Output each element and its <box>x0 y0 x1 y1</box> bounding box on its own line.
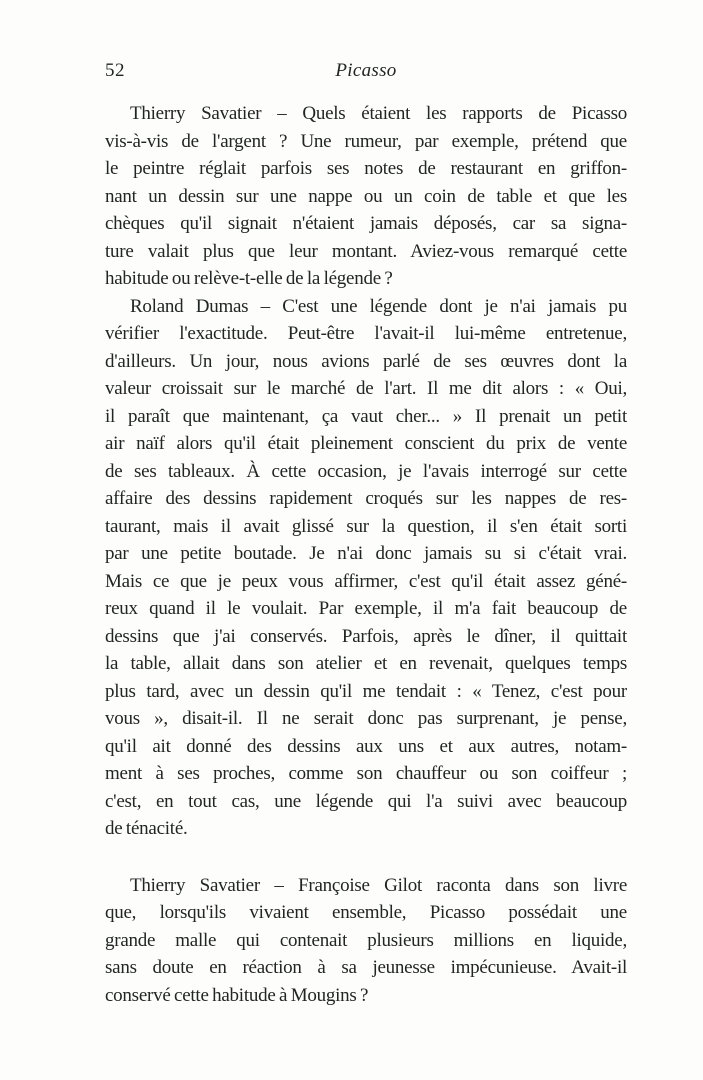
text-line: Roland Dumas – C'est une légende dont je n'ai jamais pu <box>130 295 627 317</box>
text-line: Thierry Savatier – Françoise Gilot raconta dans son livre <box>130 874 627 896</box>
text-line: Thierry Savatier – Quels étaient les rapports de Picasso <box>130 103 627 124</box>
text-line: affaire des dessins rapidement croqués sur les nappes de res- <box>105 488 627 509</box>
text-line: air naïf alors qu'il était pleinement conscient du prix de vente <box>105 433 627 454</box>
text-line: vérifier l'exactitude. Peut-être l'avait-il lui-même entretenue, <box>105 323 627 344</box>
text-line: qu'il ait donné des dessins aux uns et aux autres, notam- <box>105 735 627 757</box>
text-line: la table, allait dans son atelier et en revenait, quelques temps <box>105 653 627 674</box>
page-number: 52 <box>105 60 125 81</box>
text-line: de ses tableaux. À cette occasion, je l'avais interrogé sur cette <box>105 460 627 482</box>
text-line: sans doute en réaction à sa jeunesse impécunieuse. Avait-il <box>105 957 627 978</box>
text-line: chèques qu'il signait n'étaient jamais déposés, car sa signa- <box>105 213 627 234</box>
text-line: vous », disait-il. Il ne serait donc pas surprenant, je pense, <box>105 708 627 729</box>
paragraph <box>105 293 627 843</box>
text-line: nant un dessin sur une nappe ou un coin de table et que les <box>105 185 627 207</box>
text-line: de ténacité. <box>105 818 188 839</box>
text-line: taurant, mais il avait glissé sur la question, il s'en était sorti <box>105 515 627 537</box>
body-text <box>105 100 627 1009</box>
text-line: ment à ses proches, comme son chauffeur ou son coiffeur ; <box>105 763 627 784</box>
text-line: Mais ce que je peux vous affirmer, c'est qu'il était assez géné- <box>105 570 627 592</box>
running-header-title: Picasso <box>335 60 397 81</box>
text-line: plus tard, avec un dessin qu'il me tendait : « Tenez, c'est pour <box>105 680 627 702</box>
text-line: d'ailleurs. Un jour, nous avions parlé de ses œuvres dont la <box>105 350 627 372</box>
paragraph <box>105 872 627 1010</box>
text-line: habitude ou relève-t-elle de la légende ? <box>105 268 393 289</box>
text-line: le peintre réglait parfois ses notes de restaurant en griffon- <box>105 158 627 179</box>
text-line: il paraît que maintenant, ça vaut cher... » Il prenait un petit <box>105 405 627 427</box>
text-line: conservé cette habitude à Mougins ? <box>105 984 369 1006</box>
text-line: par une petite boutade. Je n'ai donc jamais su si c'était vrai. <box>105 543 627 564</box>
page-header <box>105 60 627 88</box>
text-line: grande malle qui contenait plusieurs millions en liquide, <box>105 929 627 951</box>
text-line: reux quand il le voulait. Par exemple, il m'a fait beaucoup de <box>105 598 627 619</box>
paragraph <box>105 100 627 293</box>
text-line: ture valait plus que leur montant. Aviez-vous remarqué cette <box>105 240 627 262</box>
text-line: que, lorsqu'ils vivaient ensemble, Picasso possédait une <box>105 902 627 923</box>
text-line: vis-à-vis de l'argent ? Une rumeur, par exemple, prétend que <box>105 130 627 152</box>
text-line: dessins que j'ai conservés. Parfois, après le dîner, il quittait <box>105 625 627 647</box>
text-line: valeur croissait sur le marché de l'art. Il me dit alors : « Oui, <box>105 378 627 399</box>
text-line: c'est, en tout cas, une légende qui l'a suivi avec beaucoup <box>105 790 627 812</box>
